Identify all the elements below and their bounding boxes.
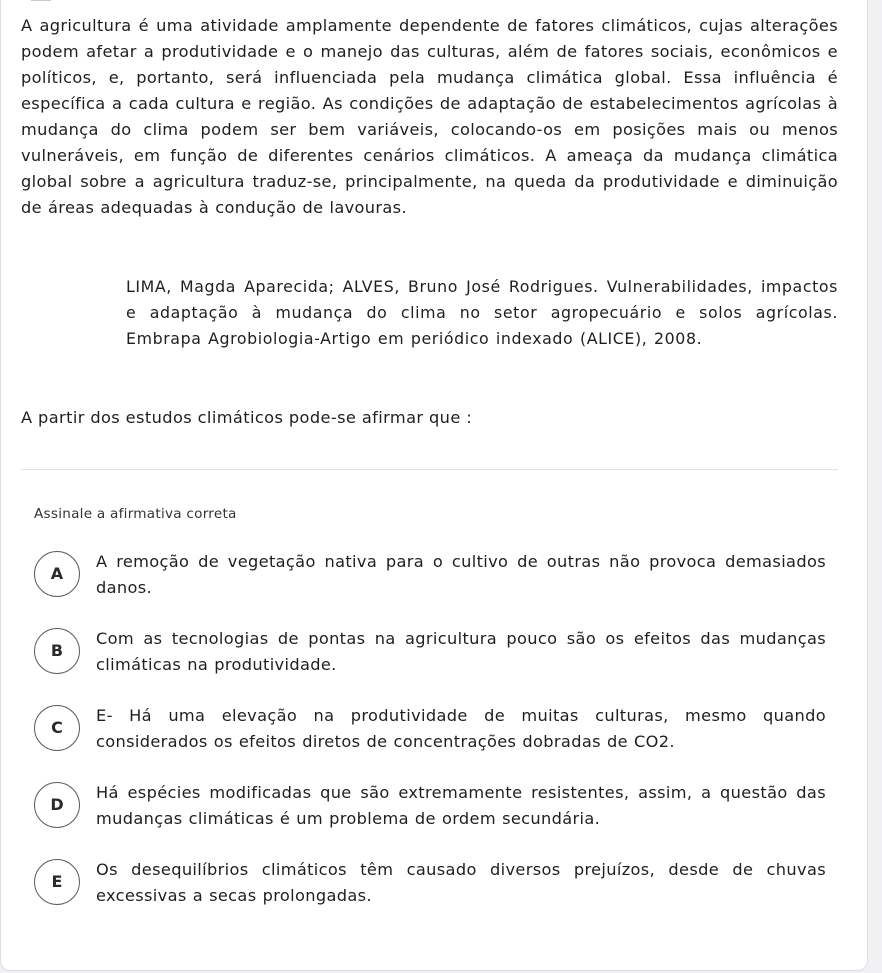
question-prompt: A partir dos estudos climáticos pode-se afirmar que : xyxy=(21,408,473,427)
option-letter-badge[interactable]: B xyxy=(34,628,80,674)
option-b[interactable] xyxy=(34,626,826,678)
option-text[interactable]: Há espécies modificadas que são extremamente resistentes, assim, a questão das mudanças climáticas é um problema de ordem secundária. xyxy=(96,783,826,828)
question-statement: A agricultura é uma atividade amplamente dependente de fatores climáticos, cujas alterações podem afetar a produtividade e o manejo das culturas, além de fatores sociais, econômicos e políticos, e, portanto, será influenciada pela mudança climática global. Essa influência é específica a cada cultura e região. As condições de adaptação de estabelecimentos agrícolas à mudança do clima podem ser bem variáveis, colocando-os em posições mais ou menos vulneráveis, em função de diferentes cenários climáticos. A ameaça da mudança climática global sobre a agricultura traduz-se, principalmente, na queda da produtividade e diminuição de áreas adequadas à condução de lavouras. xyxy=(21,16,838,217)
card-top-tab xyxy=(31,0,51,1)
option-text[interactable]: Os desequilíbrios climáticos têm causado diversos prejuízos, desde de chuvas excessivas a secas prolongadas. xyxy=(96,860,826,905)
option-text[interactable]: Com as tecnologias de pontas na agricultura pouco são os efeitos das mudanças climáticas na produtividade. xyxy=(96,629,826,674)
option-letter-badge[interactable]: A xyxy=(34,551,80,597)
option-c[interactable] xyxy=(34,703,826,755)
option-text[interactable]: A remoção de vegetação nativa para o cultivo de outras não provoca demasiados danos. xyxy=(96,552,826,597)
citation-reference: LIMA, Magda Aparecida; ALVES, Bruno José Rodrigues. Vulnerabilidades, impactos e adaptação à mudança do clima no setor agropecuário e solos agrícolas. Embrapa Agrobiologia-Artigo em periódico indexado (ALICE), 2008. xyxy=(126,277,838,348)
option-letter-badge[interactable]: D xyxy=(34,782,80,828)
option-e[interactable] xyxy=(34,857,826,909)
option-letter-badge[interactable]: E xyxy=(34,859,80,905)
option-d[interactable] xyxy=(34,780,826,832)
option-text[interactable]: E- Há uma elevação na produtividade de muitas culturas, mesmo quando considerados os efeitos diretos de concentrações dobradas de CO2. xyxy=(96,706,826,751)
option-a[interactable] xyxy=(34,549,826,601)
option-letter-badge[interactable]: C xyxy=(34,705,80,751)
section-divider xyxy=(21,469,838,470)
answer-instruction: Assinale a afirmativa correta xyxy=(34,506,237,522)
